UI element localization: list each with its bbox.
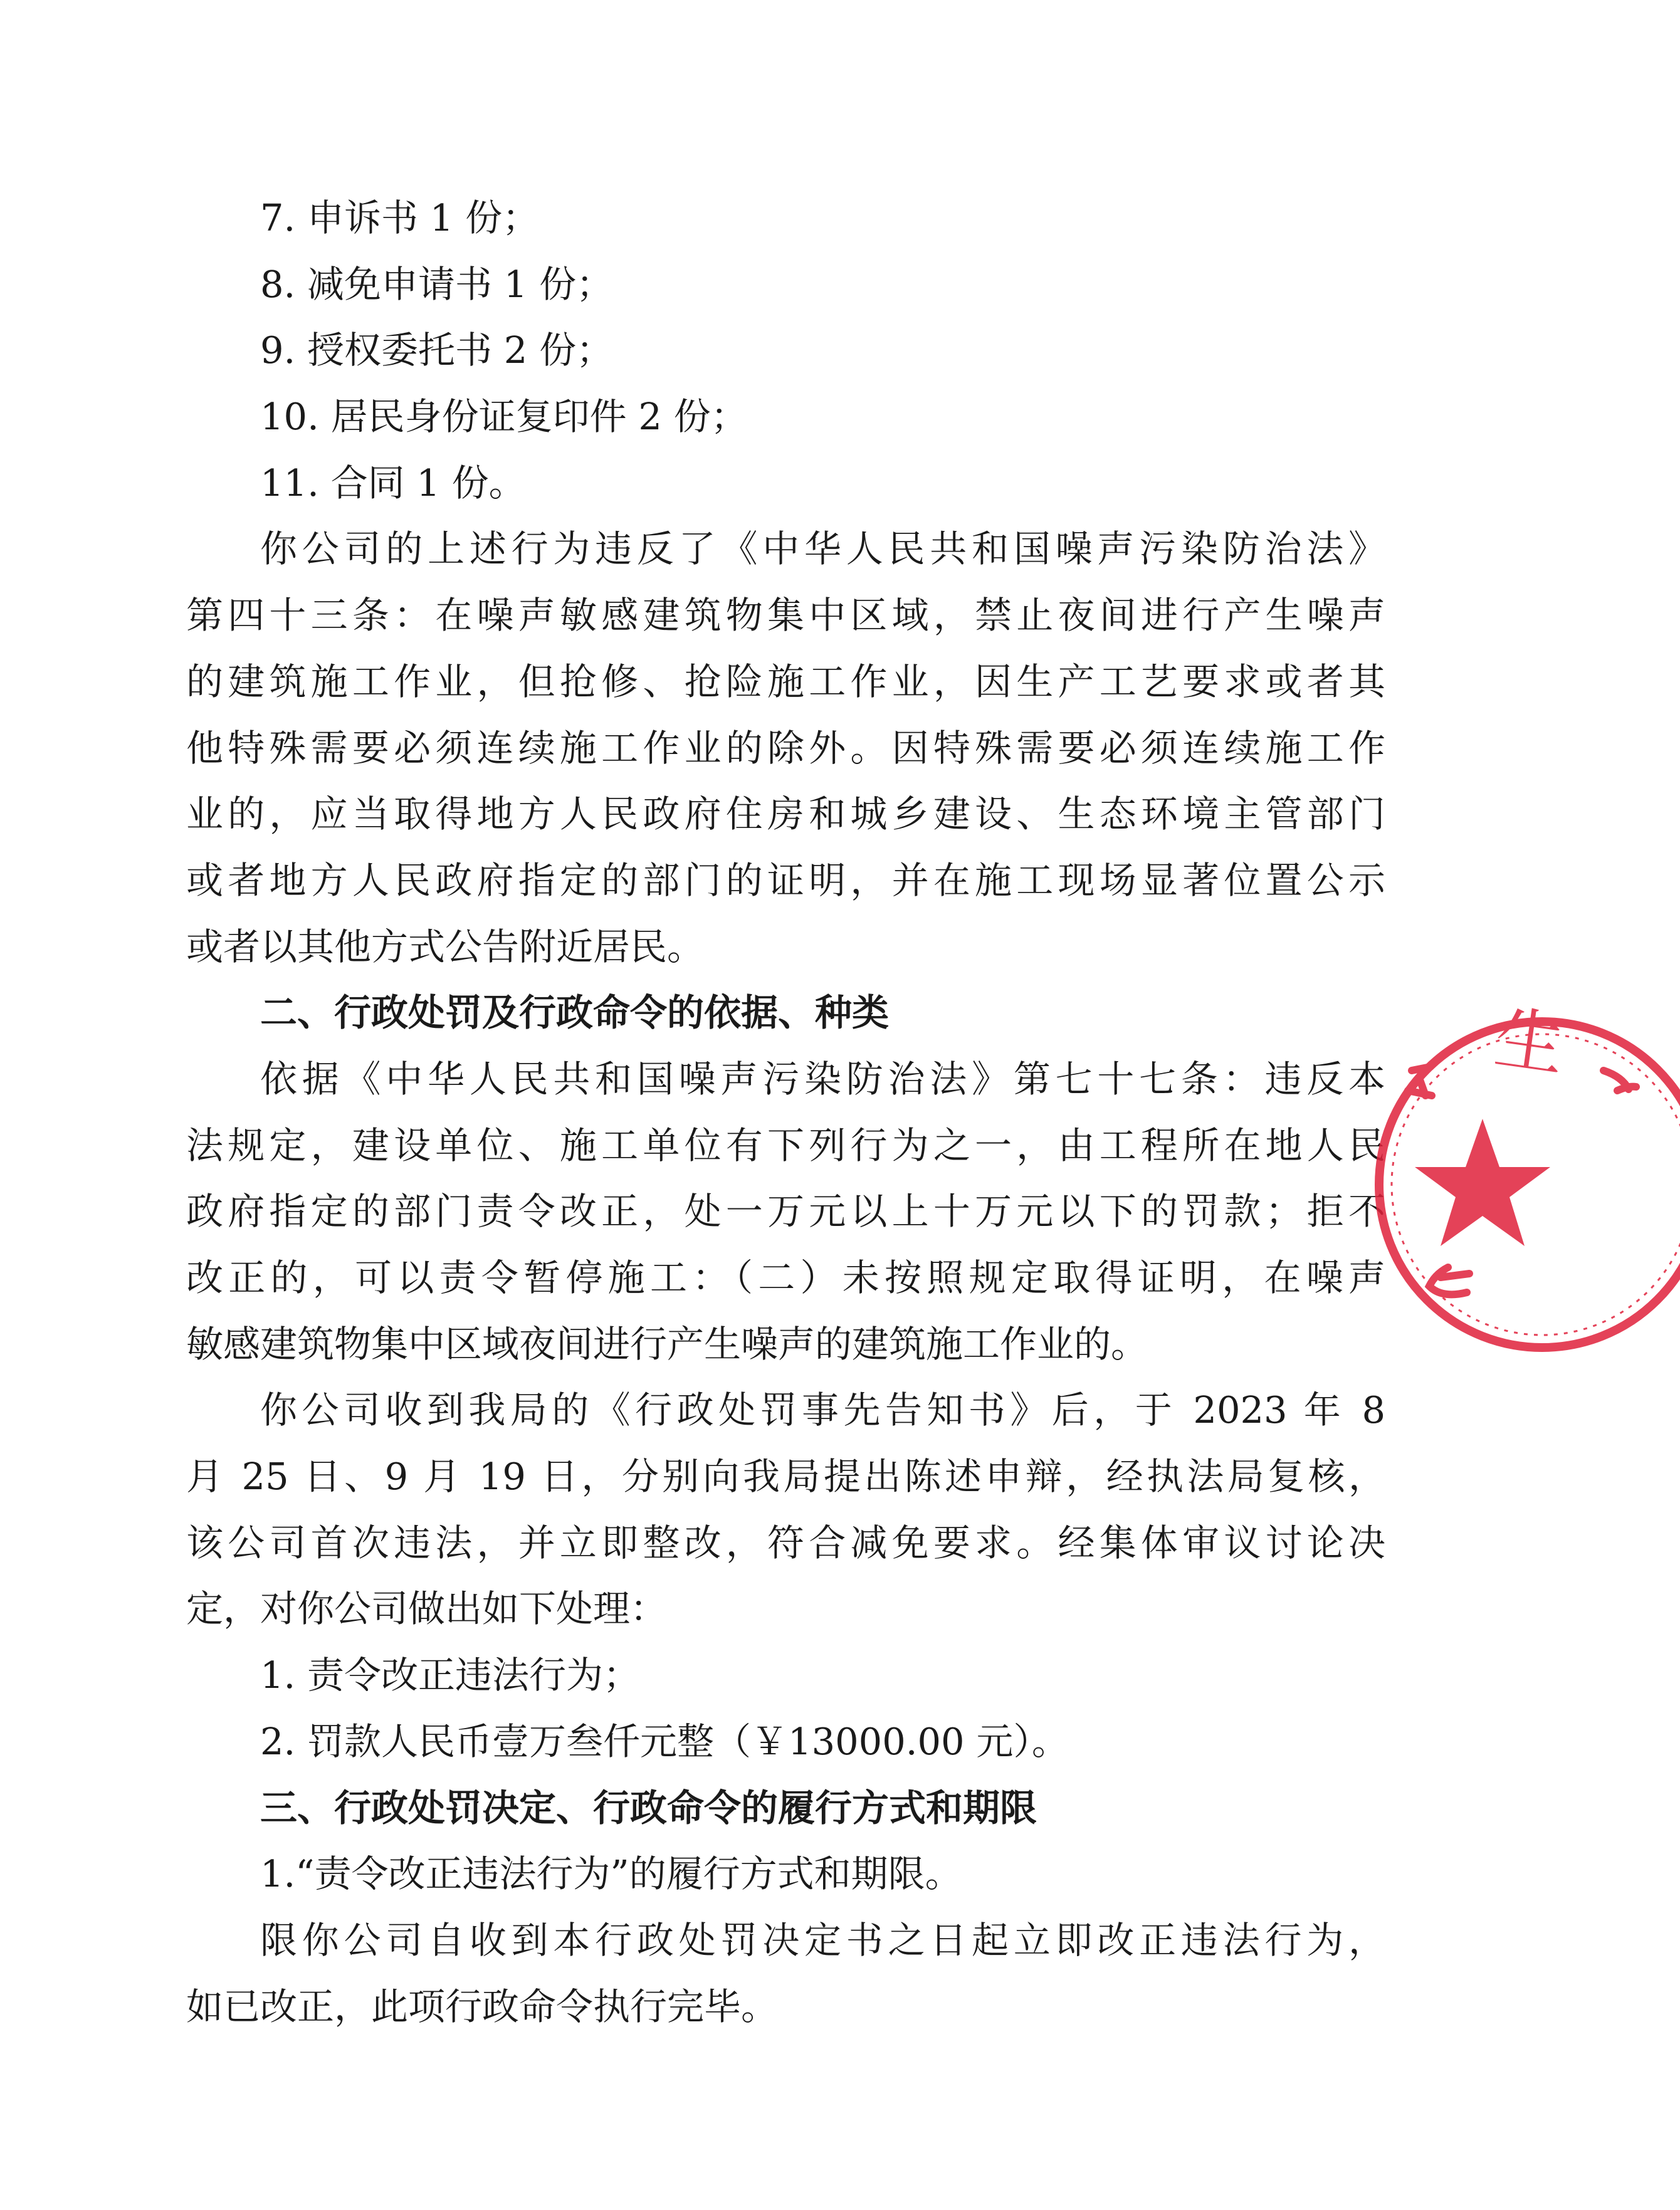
deadline-paragraph-line: 限你公司自收到本行政处罚决定书之日起立即改正违法行为， (260, 1918, 1385, 1962)
seal-star-icon (1415, 1119, 1550, 1246)
review-paragraph-line: 你公司收到我局的《行政处罚事先告知书》后，于 2023 年 8 (260, 1388, 1385, 1432)
violation-paragraph-line: 业的，应当取得地方人民政府住房和城乡建设、生态环境主管部门 (186, 792, 1385, 836)
review-paragraph-line: 月 25 日、9 月 19 日，分别向我局提出陈述申辩，经执法局复核， (186, 1455, 1385, 1499)
seal-char-sheng: 生 (1489, 997, 1570, 1087)
violation-paragraph-line: 或者地方人民政府指定的部门的证明，并在施工现场显著位置公示 (186, 858, 1385, 902)
violation-paragraph-line: 的建筑施工作业，但抢修、抢险施工作业，因生产工艺要求或者其 (186, 659, 1385, 703)
basis-paragraph-line: 敏感建筑物集中区域夜间进行产生噪声的建筑施工作业的。 (186, 1322, 1148, 1366)
official-seal-stamp (1354, 997, 1680, 1322)
basis-paragraph-line: 法规定，建设单位、施工单位有下列行为之一，由工程所在地人民 (186, 1123, 1385, 1167)
review-paragraph-line: 该公司首次违法，并立即整改，符合减免要求。经集体审议讨论决 (186, 1521, 1385, 1564)
section-heading-2: 二、行政处罚及行政命令的依据、种类 (260, 991, 890, 1035)
violation-paragraph-line: 你公司的上述行为违反了《中华人民共和国噪声污染防治法》 (260, 527, 1385, 571)
section-heading-3: 三、行政处罚决定、行政命令的履行方式和期限 (260, 1786, 1037, 1830)
deadline-paragraph-line: 如已改正，此项行政命令执行完毕。 (186, 1984, 779, 2028)
attachment-item-11: 11. 合同 1 份。 (260, 461, 526, 505)
seal-graphic (1379, 997, 1680, 1348)
basis-paragraph-line: 依据《中华人民共和国噪声污染防治法》第七十七条：违反本 (260, 1057, 1385, 1101)
violation-paragraph-line: 或者以其他方式公告附近居民。 (186, 924, 705, 968)
violation-paragraph-line: 第四十三条：在噪声敏感建筑物集中区域，禁止夜间进行产生噪声 (186, 594, 1385, 637)
attachment-item-8: 8. 减免申请书 1 份； (260, 262, 614, 306)
decision-item-1: 1. 责令改正违法行为； (260, 1653, 641, 1697)
attachment-item-9: 9. 授权委托书 2 份； (260, 328, 614, 372)
violation-paragraph-line: 他特殊需要必须连续施工作业的除外。因特殊需要必须连续施工作 (186, 726, 1385, 770)
attachment-item-7: 7. 申诉书 1 份； (260, 196, 540, 239)
subsection-heading: 1.“责令改正违法行为”的履行方式和期限。 (260, 1852, 962, 1896)
review-paragraph-line: 定，对你公司做出如下处理： (186, 1587, 668, 1631)
basis-paragraph-line: 政府指定的部门责令改正，处一万元以上十万元以下的罚款；拒不 (186, 1190, 1385, 1233)
basis-paragraph-line: 改正的，可以责令暂停施工：（二）未按照规定取得证明，在噪声 (186, 1256, 1385, 1299)
decision-item-2: 2. 罚款人民币壹万叁仟元整（￥13000.00 元）。 (260, 1719, 1069, 1763)
svg-text:生 (1490, 997, 1570, 1086)
attachment-item-10: 10. 居民身份证复印件 2 份； (260, 395, 748, 439)
document-body (186, 185, 1385, 2040)
